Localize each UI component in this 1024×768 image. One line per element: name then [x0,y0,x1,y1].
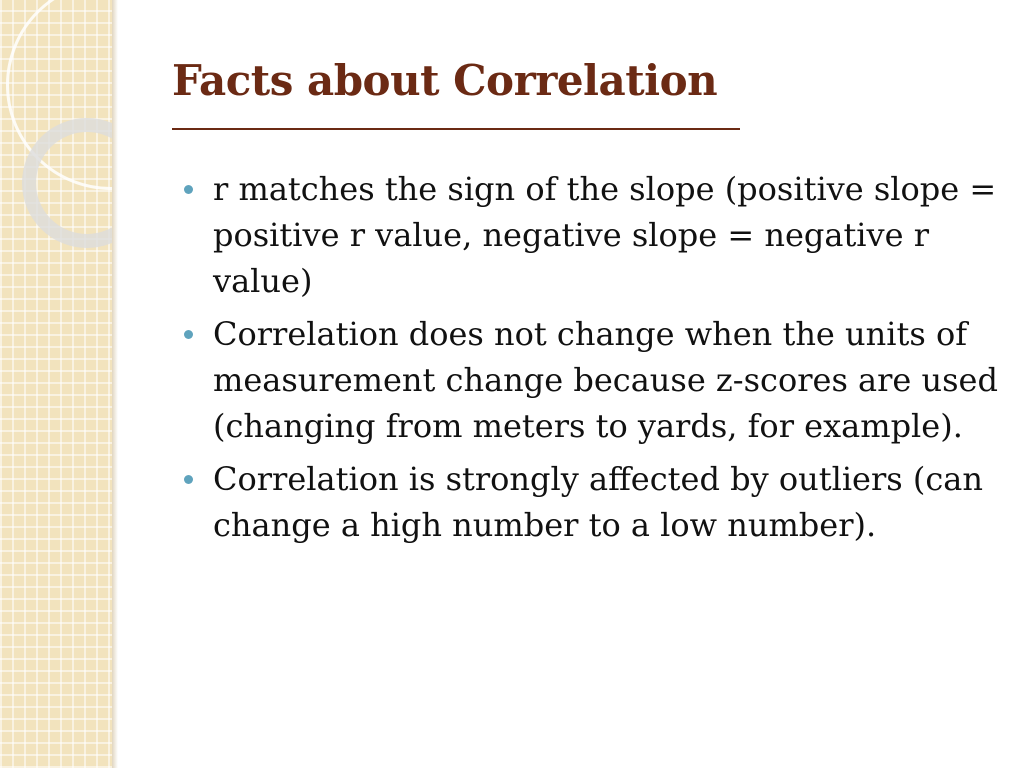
bullet-item [184,311,1004,449]
bullet-item [184,166,1004,304]
bullet-dot-icon [184,185,193,194]
decorative-side-band [0,0,112,768]
bullet-dot-icon [184,475,193,484]
bullet-text: Correlation is strongly affected by outliers (can change a high number to a low number). [213,460,983,544]
slide-title: Facts about Correlation [172,56,718,105]
bullet-text: r matches the sign of the slope (positive slope = positive r value, negative slope = negative r value) [213,170,997,300]
bullet-dot-icon [184,330,193,339]
side-band-shadow [112,0,118,768]
title-underline [172,128,740,130]
bullet-list [184,166,1004,555]
bullet-item [184,456,1004,548]
bullet-text: Correlation does not change when the units of measurement change because z-scores are used (changing from meters to yards, for example). [213,315,998,445]
